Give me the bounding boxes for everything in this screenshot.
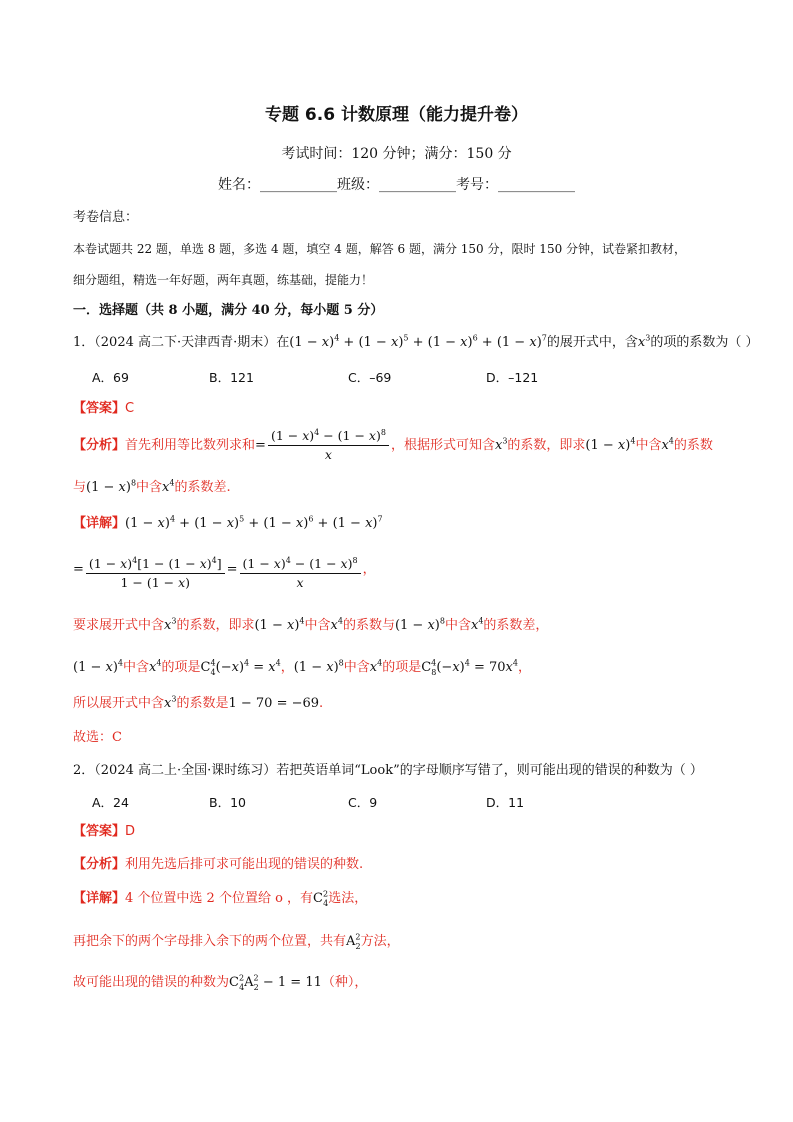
- answer-line-2: 【答案】D: [73, 824, 136, 839]
- answer-value: C: [125, 401, 135, 416]
- detail-2-line-1: 【详解】4 个位置中选 2 个位置给 o ，有$C^2_4$选法，: [73, 889, 368, 908]
- analysis-line-1: 【分析】首先利用等比数列求和= $\frac{(1 - x)^4 - (1 - x)^8}{x}$ ，根据形式可知含$x^3$的系数，即求$(1 - x)^4$中含$x^4$的系数: [73, 427, 713, 462]
- question-number: 1．: [73, 335, 95, 350]
- option-a[interactable]: A．69: [92, 370, 129, 385]
- option-d[interactable]: D．11: [486, 795, 525, 810]
- option-a[interactable]: A．24: [92, 795, 129, 810]
- answer-value: D: [125, 824, 136, 839]
- exam-info-line2: 细分题组，精选一年好题，两年真题，练基础，提能力！: [73, 273, 374, 287]
- option-b[interactable]: B．121: [209, 370, 254, 385]
- analysis-line-2: 与$(1 - x)^8$中含$x^4$的系数差.: [73, 478, 231, 495]
- detail-2-line-2: 再把余下的两个字母排入余下的两个位置，共有$A^2_2$方法，: [73, 932, 400, 951]
- question-source: （2024 高二下·天津西青·期末）: [94, 335, 277, 350]
- option-b[interactable]: B．10: [209, 795, 246, 810]
- question-2-stem: 2．（2024 高二上·全国·课时练习）若把英语单词“Look”的字母顺序写错了，则可能出现的错误的种数为（ ）: [73, 763, 703, 778]
- option-c[interactable]: C．–69: [348, 370, 392, 385]
- student-fields: 姓名：___________班级：___________考号：___________: [218, 177, 575, 193]
- question-1-stem: 1．（2024 高二下·天津西青·期末）在$(1 - x)^4 + (1 - x)^5 + (1 - x)^6 + (1 - x)^7$的展开式中，含$x^3$的项的系数为（ ）: [73, 333, 759, 350]
- page-title: 专题 6.6 计数原理（能力提升卷）: [265, 105, 528, 125]
- exam-info-line1: 本卷试题共 22 题，单选 8 题，多选 4 题，填空 4 题，解答 6 题，满分 150 分，限时 150 分钟，试卷紧扣教材，: [73, 242, 687, 256]
- exam-time: 考试时间：120 分钟；满分：150 分: [281, 146, 512, 162]
- detail-2-line-3: 故可能出现的错误的种数为$C^2_4A^2_2 - 1 = 11$（种），: [73, 973, 368, 992]
- answer-line-1: 【答案】C: [73, 401, 135, 416]
- detail-fraction-line: = $\frac{(1 - x)^4[1 - (1 - x)^4]}{1 - (1 - x)}$ = $\frac{(1 - x)^4 - (1 - x)^8}{x}$ ，: [73, 555, 376, 590]
- detail-line-4: $(1 - x)^4$中含$x^4$的项是$C^4_4(-x)^4 = x^4$，$(1 - x)^8$中含$x^4$的项是$C^4_8(-x)^4 = 70x^4$，: [73, 658, 531, 677]
- detail-line-5: 所以展开式中含$x^3$的系数是1 − 70 = −69.: [73, 694, 324, 711]
- section-heading: 一．选择题（共 8 小题，满分 40 分，每小题 5 分）: [73, 303, 384, 318]
- analysis-2: 【分析】利用先选后排可求可能出现的错误的种数.: [73, 857, 364, 872]
- question-number: 2．: [73, 763, 95, 778]
- option-c[interactable]: C．9: [348, 795, 378, 810]
- detail-line-1: 【详解】$(1 - x)^4 + (1 - x)^5 + (1 - x)^6 + (1 - x)^7$: [73, 514, 383, 531]
- question-source: （2024 高二上·全国·课时练习）: [94, 763, 277, 778]
- conclusion-1: 故选：C: [73, 730, 122, 745]
- detail-line-3: 要求展开式中含$x^3$的系数，即求$(1 - x)^4$中含$x^4$的系数与$(1 - x)^8$中含$x^4$的系数差，: [73, 616, 549, 633]
- exam-info-heading: 考卷信息：: [73, 210, 139, 225]
- option-d[interactable]: D．–121: [486, 370, 539, 385]
